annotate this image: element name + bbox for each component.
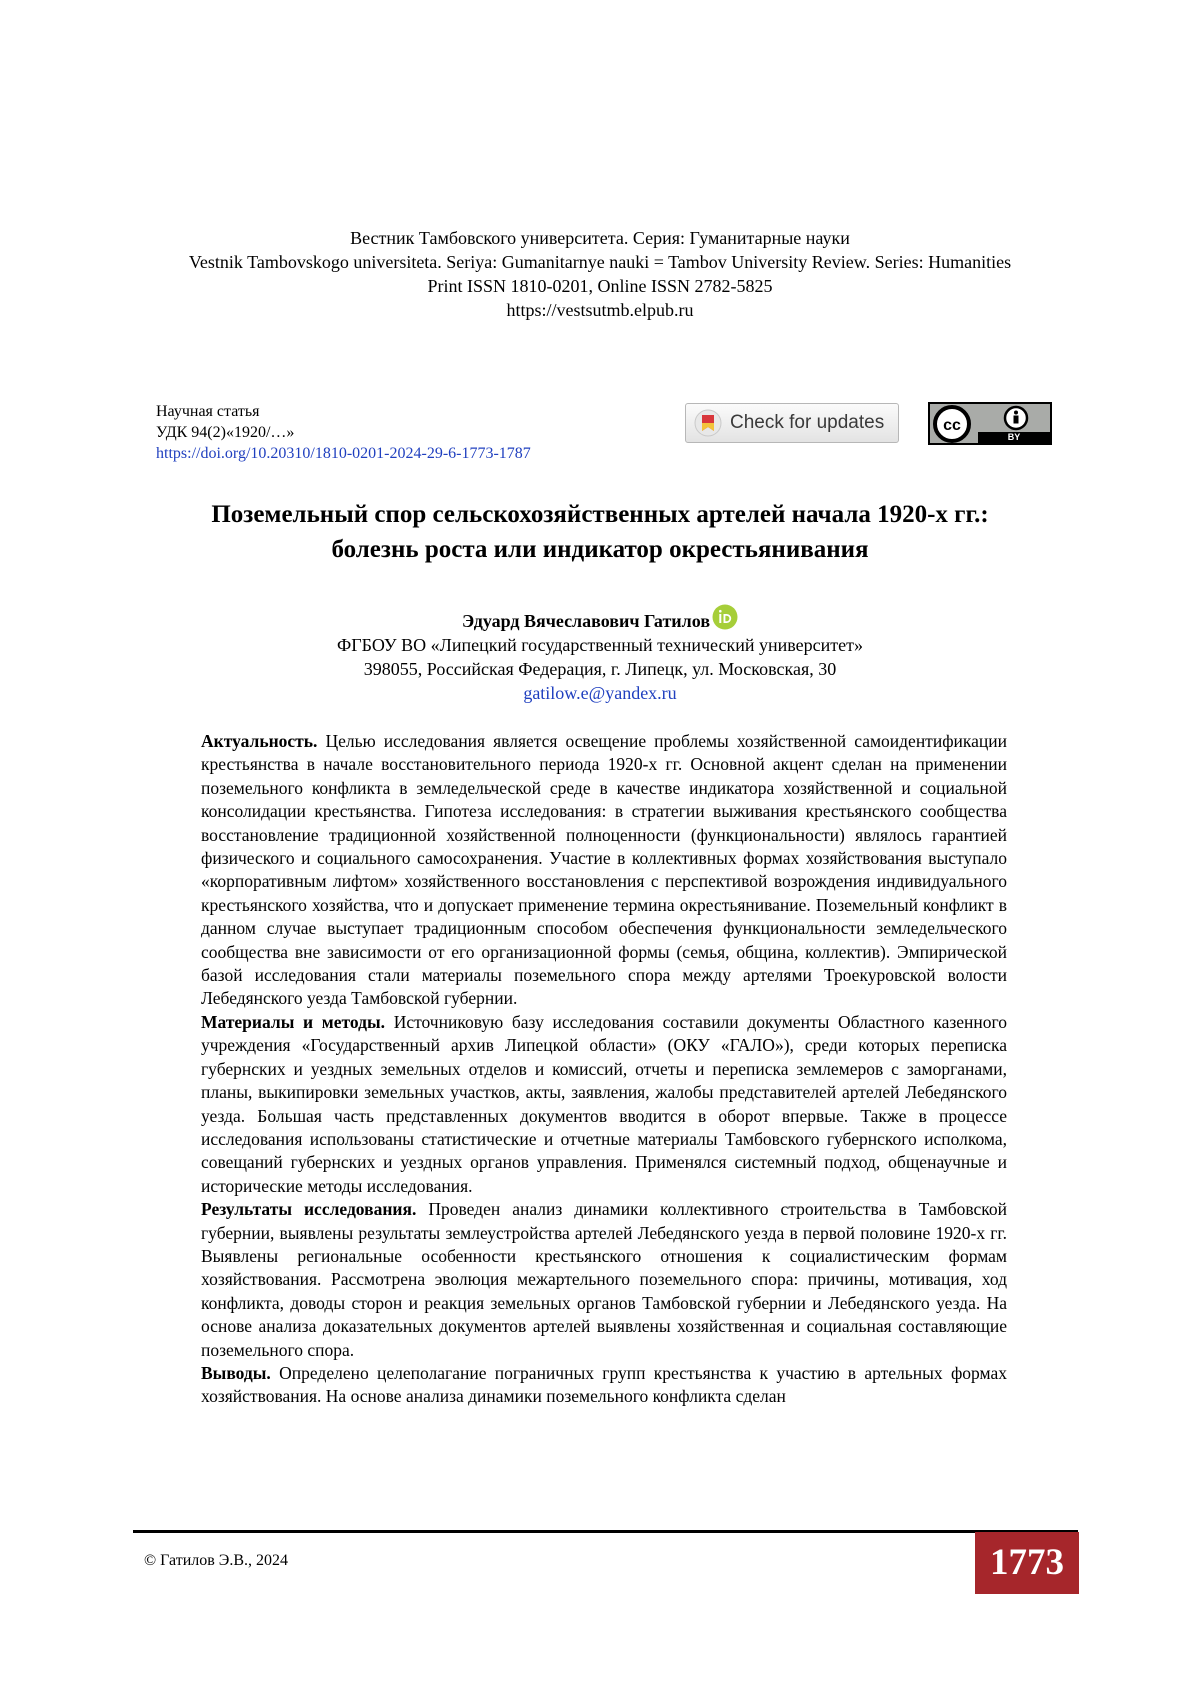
relevance-text: Целью исследования является освещение проблемы хозяйственной самоидентификации крестьянства в начале восстановительного периода 1920-х гг. Основной акцент сделан на применении поземельного конфликта в земледельческой среде в качестве индикатора хозяйственной и социальной консолидации крестьянства. Гипотеза исследования: в стратегии выживания крестьянского сообщества восстановление традиционной хозяйственной полноценности (функциональности) являлось гарантией физического и социального самосохранения. Участие в коллективных формах хозяйствования выступало «корпоративным лифтом» хозяйственного восстановления с перспективой возрождения индивидуального крестьянского хозяйства, что и допускает применение термина окрестьянивание. Поземельный конфликт в данном случае выступает традиционным способом обеспечения функциональности земледельческого сообщества вне зависимости от его организационной формы (семья, община, коллектив). Эмпирической базой исследования стали материалы поземельного спора между артелями Троекуровской волости Лебедянского уезда Тамбовской губернии. (201, 731, 1007, 1008)
results-text: Проведен анализ динамики коллективного строительства в Тамбовской губернии, выявлены результаты землеустройства артелей Лебедянского уезда в первой половине 1920-х гг. Выявлены региональные особенности крестьянского отношения к социалистическим формам хозяйствования. Рассмотрена эволюция межартельного поземельного спора: причины, мотивация, ход конфликта, доводы сторон и реакция земельных органов Тамбовской губернии и Лебедянского уезда. На основе анализа доказательных документов артелей выявлены хозяйственная и социальная составляющие поземельного спора. (201, 1199, 1007, 1359)
doi-link[interactable]: https://doi.org/10.20310/1810-0201-2024-29-6-1773-1787 (156, 445, 531, 462)
article-type: Научная статья (156, 401, 531, 422)
journal-title-translit: Vestnik Tambovskogo universiteta. Seriya: Gumanitarnye nauki = Tambov University Review. Series: Humanities (100, 250, 1100, 274)
abstract-relevance (201, 730, 1007, 1011)
abstract (201, 730, 1007, 1409)
author-name: Эдуард Вячеславович Гатилов (462, 611, 710, 631)
author-address: 398055, Российская Федерация, г. Липецк, ул. Московская, 30 (100, 657, 1100, 681)
conclusions-text: Определено целеполагание пограничных групп крестьянства к участию в артельных формах хозяйствования. На основе анализа динамики поземельного конфликта сделан (201, 1363, 1007, 1406)
cc-by-label: BY (978, 432, 1050, 443)
journal-url: https://vestsutmb.elpub.ru (100, 298, 1100, 322)
methods-text: Источниковую базу исследования составили документы Областного казенного учреждения «Государственный архив Липецкой области» (ОКУ «ГАЛО»), среди которых переписка губернских и уездных земельных отделов и комиссий, отчеты и переписка землемеров с заморганами, планы, выкипировки земельных участков, акты, заявления, жалобы представителей артелей Лебедянского уезда. Большая часть представленных документов вводится в оборот впервые. Также в процессе исследования использованы статистические и отчетные материалы Тамбовского губернского исполкома, совещаний губернских и уездных органов управления. Применялся системный подход, общенаучные и исторические методы исследования. (201, 1012, 1007, 1196)
journal-issn: Print ISSN 1810-0201, Online ISSN 2782-5825 (100, 274, 1100, 298)
page-number-badge: 1773 (975, 1532, 1079, 1594)
results-label: Результаты исследования. (201, 1199, 416, 1219)
abstract-methods (201, 1011, 1007, 1198)
article-title (100, 497, 1100, 567)
conclusions-label: Выводы. (201, 1363, 271, 1383)
article-meta (156, 401, 531, 464)
orcid-icon[interactable] (712, 604, 738, 630)
methods-label: Материалы и методы. (201, 1012, 385, 1032)
footer-divider (133, 1530, 1078, 1533)
author-block (100, 604, 1100, 705)
abstract-conclusions (201, 1362, 1007, 1409)
svg-text:cc: cc (943, 417, 961, 434)
crossmark-icon (694, 409, 722, 437)
relevance-label: Актуальность. (201, 731, 317, 751)
journal-header (100, 226, 1100, 322)
author-email-link[interactable]: gatilow.e@yandex.ru (523, 683, 676, 703)
check-for-updates-button[interactable] (685, 403, 899, 443)
check-for-updates-label: Check for updates (730, 412, 884, 434)
journal-title-ru: Вестник Тамбовского университета. Серия: Гуманитарные науки (100, 226, 1100, 250)
udk-code: УДК 94(2)«1920/…» (156, 422, 531, 443)
article-title-line-1: Поземельный спор сельскохозяйственных артелей начала 1920-х гг.: (100, 497, 1100, 532)
abstract-results (201, 1198, 1007, 1362)
author-affiliation: ФГБОУ ВО «Липецкий государственный технический университет» (100, 633, 1100, 657)
cc-by-license-badge[interactable] (928, 402, 1052, 445)
article-title-line-2: болезнь роста или индикатор окрестьянивания (100, 532, 1100, 567)
copyright-notice: © Гатилов Э.В., 2024 (144, 1551, 288, 1571)
